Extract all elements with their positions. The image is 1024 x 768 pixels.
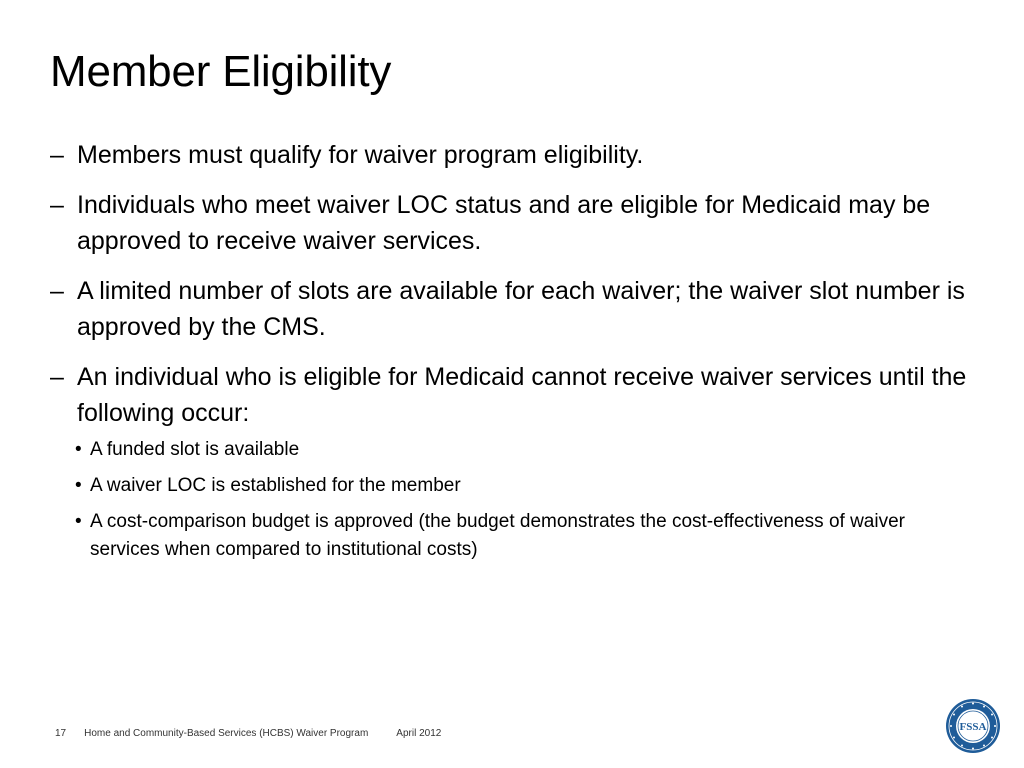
sub-bullet-text: A funded slot is available: [90, 439, 300, 460]
bullet-item: [50, 273, 970, 345]
footer-program: Home and Community-Based Services (HCBS) Waiver Program: [84, 728, 369, 739]
sub-bullet-text: A waiver LOC is established for the member: [90, 475, 461, 496]
bullet-text: Individuals who meet waiver LOC status and are eligible for Medicaid may be approved to receive waiver services.: [77, 191, 931, 255]
svg-text:FSSA: FSSA: [959, 721, 987, 733]
slide-title: Member Eligibility: [50, 47, 392, 96]
dash-marker: –: [50, 277, 64, 305]
bullet-text: An individual who is eligible for Medicaid cannot receive waiver services until the following occur:: [77, 363, 967, 427]
dash-marker: –: [50, 191, 64, 219]
sub-bullet-text: A cost-comparison budget is approved (the budget demonstrates the cost-effectiveness of waiver services when compared to institutional costs): [90, 511, 905, 560]
footer-date: April 2012: [396, 728, 442, 739]
dash-marker: –: [50, 363, 64, 391]
fssa-seal-icon: [945, 698, 1001, 754]
bullet-item: [50, 359, 970, 431]
sub-bullet-item: [50, 436, 970, 464]
bullet-item: [50, 187, 970, 259]
page-number: 17: [55, 728, 67, 739]
dot-marker: •: [75, 511, 82, 532]
bullet-list: [50, 137, 970, 572]
slide-footer: [55, 728, 441, 739]
dot-marker: •: [75, 475, 82, 496]
dash-marker: –: [50, 141, 64, 169]
dot-marker: •: [75, 439, 82, 460]
sub-bullet-item: [50, 508, 970, 564]
sub-bullet-item: [50, 472, 970, 500]
bullet-text: Members must qualify for waiver program eligibility.: [77, 141, 644, 169]
bullet-text: A limited number of slots are available for each waiver; the waiver slot number is approved by the CMS.: [77, 277, 965, 341]
bullet-item: [50, 137, 970, 173]
